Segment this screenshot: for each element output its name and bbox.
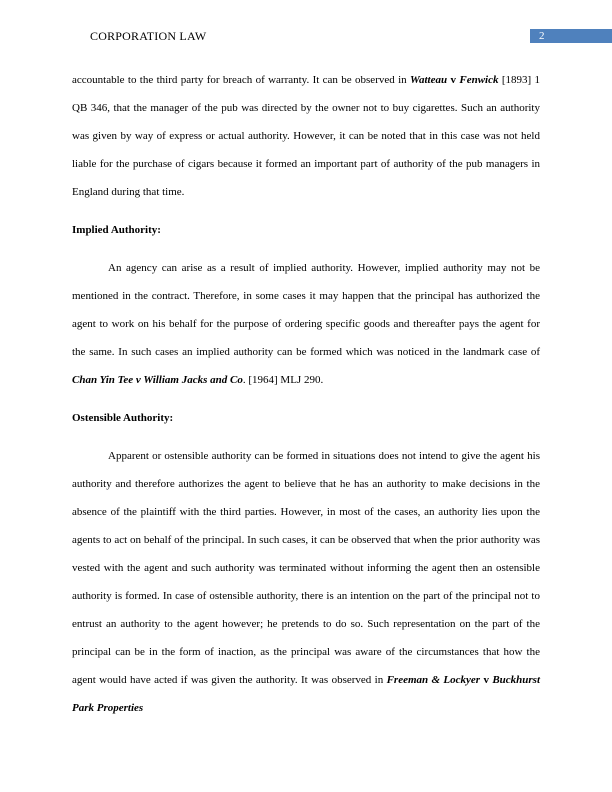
paragraph-implied-authority	[72, 254, 540, 394]
paragraph-text: . [1964] MLJ 290.	[242, 374, 324, 386]
document-body	[72, 66, 540, 722]
paragraph-watteau	[72, 66, 540, 206]
case-name: Fenwick	[459, 74, 499, 86]
case-name: Chan Yin Tee v William Jacks and Co	[72, 374, 243, 386]
case-versus: v	[450, 74, 456, 86]
case-name: Watteau	[410, 74, 448, 86]
case-name: Freeman & Lockyer	[386, 674, 481, 686]
paragraph-text: An agency can arise as a result of implied authority. However, implied authority may not be mentioned in the contract. Therefore, in some cases it may happen that the principal has authorized the agent to work on his behalf for the purpose of ordering specific goods and thereafter pays the agent for the same. In such cases an implied authority can be formed which was noticed in the landmark case of	[72, 262, 540, 358]
heading-implied-authority: Implied Authority:	[72, 224, 161, 236]
heading-ostensible-authority: Ostensible Authority:	[72, 412, 174, 424]
paragraph-text: [1893] 1 QB 346, that the manager of the pub was directed by the owner not to buy cigarettes. Such an authority was given by way of express or actual authority. However, it can be noted that in this case was not held liable for the purchase of cigars because it formed an important part of authority of the pub managers in England during that time.	[72, 74, 541, 198]
case-name: Buckhurst Park Properties	[72, 674, 541, 714]
page-number-badge: 2	[530, 29, 612, 43]
paragraph-text: Apparent or ostensible authority can be formed in situations does not intend to give the agent his authority and therefore authorizes the agent to believe that he has an authority to make decisions in the absence of the plaintiff with the third parties. However, in most of the cases, an authority lies upon the agents to act on behalf of the principal. In such cases, it can be observed that when the prior authority was vested with the agent and such authority was terminated without informing the agent then an ostensible authority is formed. In case of ostensible authority, there is an intention on the part of the principal not to entrust an authority to the agent however; he pretends to do so. Such representation on the part of the principal can be in the form of inaction, as the principal was aware of the circumstances that how the agent would have acted if was given the authority. It was observed in	[72, 450, 540, 686]
case-versus: v	[483, 674, 489, 686]
running-header-title: CORPORATION LAW	[90, 29, 207, 43]
paragraph-ostensible-authority	[72, 442, 540, 722]
paragraph-text: accountable to the third party for breach of warranty. It can be observed in	[72, 74, 411, 86]
